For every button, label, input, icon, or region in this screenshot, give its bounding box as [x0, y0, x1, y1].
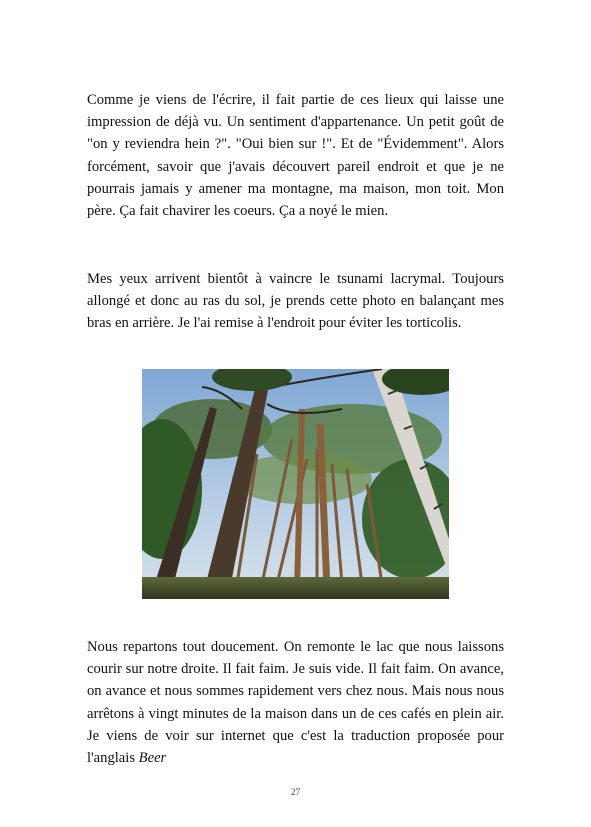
- paragraph-3-text: Nous repartons tout doucement. On remonte le lac que nous laissons courir sur notre droite. Il fait faim. Je suis vide. Il fait faim. On avance, on avance et nous sommes rapidement vers chez nous. Mais nous nous arrêtons à vingt minutes de la maison dans un de ces cafés en plein air. Je viens de voir sur internet que c'est la traduction proposée pour l'anglais: [87, 639, 504, 767]
- paragraph-3-italic-word: Beer: [138, 750, 167, 767]
- paragraph-2: Mes yeux arrivent bientôt à vaincre le tsunami lacrymal. Toujours allongé et donc au ras du sol, je prends cette photo en balançant mes bras en arrière. Je l'ai remise à l'endroit pour éviter les torticolis.: [87, 271, 504, 332]
- paragraph-3: [87, 636, 504, 769]
- forest-photo: [142, 369, 449, 599]
- paragraph-1: Comme je viens de l'écrire, il fait partie de ces lieux qui laisse une impression de déjà vu. Un sentiment d'appartenance. Un petit goût de "on y reviendra hein ?". "Oui bien sur !". Et de "Évidemment". Alors forcément, savoir que j'avais découvert pareil endroit et que je ne pourrais jamais y amener ma montagne, ma maison, mon toit. Mon père. Ça fait chavirer les coeurs. Ça a noyé le mien.: [87, 92, 504, 220]
- page-number: 27: [290, 788, 301, 798]
